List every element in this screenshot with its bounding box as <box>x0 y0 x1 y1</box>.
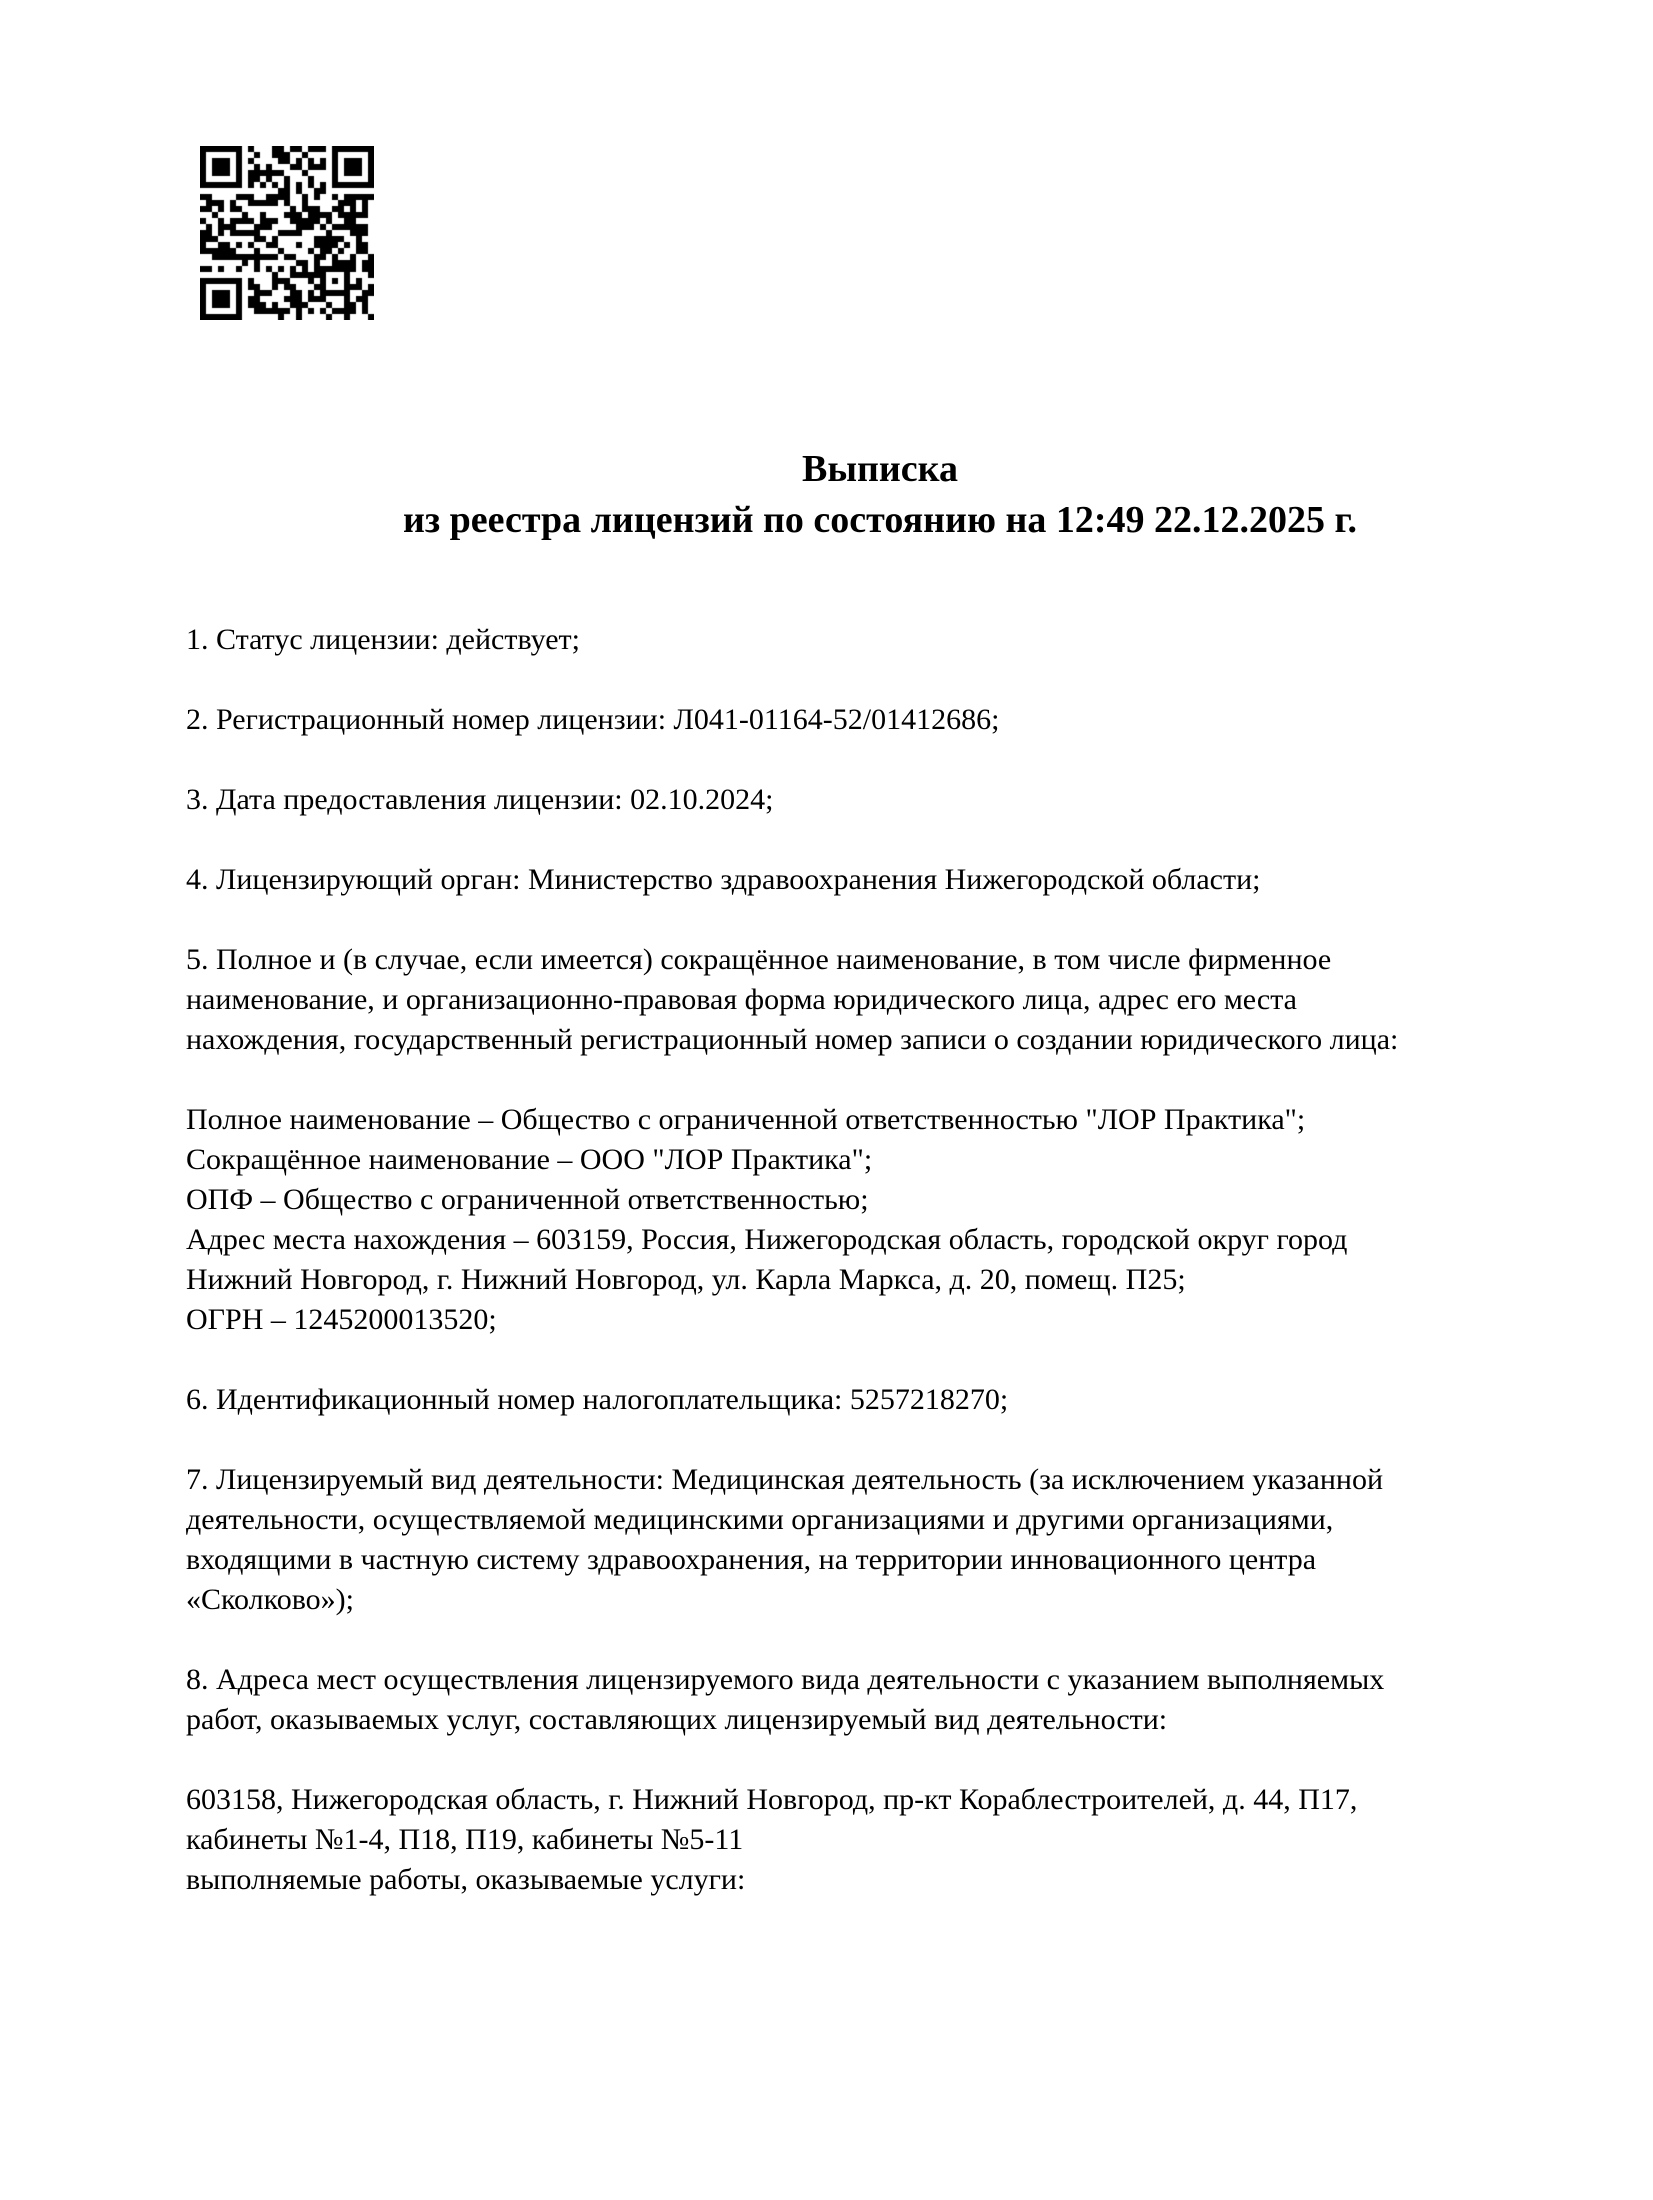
license-grant-date-item <box>186 780 1546 820</box>
text-line: нахождения, государственный регистрационный номер записи о создании юридического лица: <box>186 1023 1399 1056</box>
license-status-item <box>186 620 1546 660</box>
document-body <box>186 620 1546 1900</box>
text-line: наименование, и организационно-правовая форма юридического лица, адрес его места <box>186 983 1297 1016</box>
text-line: 7. Лицензируемый вид деятельности: Медицинская деятельность (за исключением указанной <box>186 1463 1384 1496</box>
full-name-line: Полное наименование – Общество с ограниченной ответственностью "ЛОР Практика"; <box>186 1103 1306 1136</box>
address-line: кабинеты №1-4, П18, П19, кабинеты №5-11 <box>186 1823 744 1856</box>
activity-address-item <box>186 1780 1546 1900</box>
text-line: 3. Дата предоставления лицензии: 02.10.2024; <box>186 783 774 816</box>
text-line: 6. Идентификационный номер налогоплательщика: 5257218270; <box>186 1383 1009 1416</box>
license-registration-number-item <box>186 700 1546 740</box>
text-line: деятельности, осуществляемой медицинскими организациями и другими организациями, <box>186 1503 1334 1536</box>
text-line: 2. Регистрационный номер лицензии: Л041-01164-52/01412686; <box>186 703 1000 736</box>
qr-code-image <box>200 146 374 320</box>
text-line: выполняемые работы, оказываемые услуги: <box>186 1863 746 1896</box>
taxpayer-number-item <box>186 1380 1546 1420</box>
qr-code <box>200 146 374 320</box>
text-line: 8. Адреса мест осуществления лицензируемого вида деятельности с указанием выполняемых <box>186 1663 1385 1696</box>
legal-form-line: ОПФ – Общество с ограниченной ответственностью; <box>186 1183 869 1216</box>
ogrn-line: ОГРН – 1245200013520; <box>186 1303 497 1336</box>
document-title <box>185 444 1575 546</box>
text-line: входящими в частную систему здравоохранения, на территории инновационного центра <box>186 1543 1317 1576</box>
organization-details-item <box>186 1100 1546 1340</box>
text-line: 5. Полное и (в случае, если имеется) сокращённое наименование, в том числе фирменное <box>186 943 1332 976</box>
short-name-line: Сокращённое наименование – ООО "ЛОР Практика"; <box>186 1143 873 1176</box>
address-line: Нижний Новгород, г. Нижний Новгород, ул. Карла Маркса, д. 20, помещ. П25; <box>186 1263 1186 1296</box>
licensed-activity-item <box>186 1460 1546 1620</box>
text-line: работ, оказываемых услуг, составляющих лицензируемый вид деятельности: <box>186 1703 1168 1736</box>
document-title-line-2: из реестра лицензий по состоянию на 12:49 22.12.2025 г. <box>402 499 1358 541</box>
address-line: 603158, Нижегородская область, г. Нижний Новгород, пр-кт Кораблестроителей, д. 44, П17, <box>186 1783 1358 1816</box>
licensing-authority-item <box>186 860 1546 900</box>
address-line: Адрес места нахождения – 603159, Россия, Нижегородская область, городской округ город <box>186 1223 1348 1256</box>
organization-heading-item <box>186 940 1546 1060</box>
text-line: 1. Статус лицензии: действует; <box>186 623 580 656</box>
text-line: 4. Лицензирующий орган: Министерство здравоохранения Нижегородской области; <box>186 863 1261 896</box>
document-title-line-1: Выписка <box>802 448 958 490</box>
text-line: «Сколково»); <box>186 1583 354 1616</box>
activity-addresses-heading-item <box>186 1660 1546 1740</box>
